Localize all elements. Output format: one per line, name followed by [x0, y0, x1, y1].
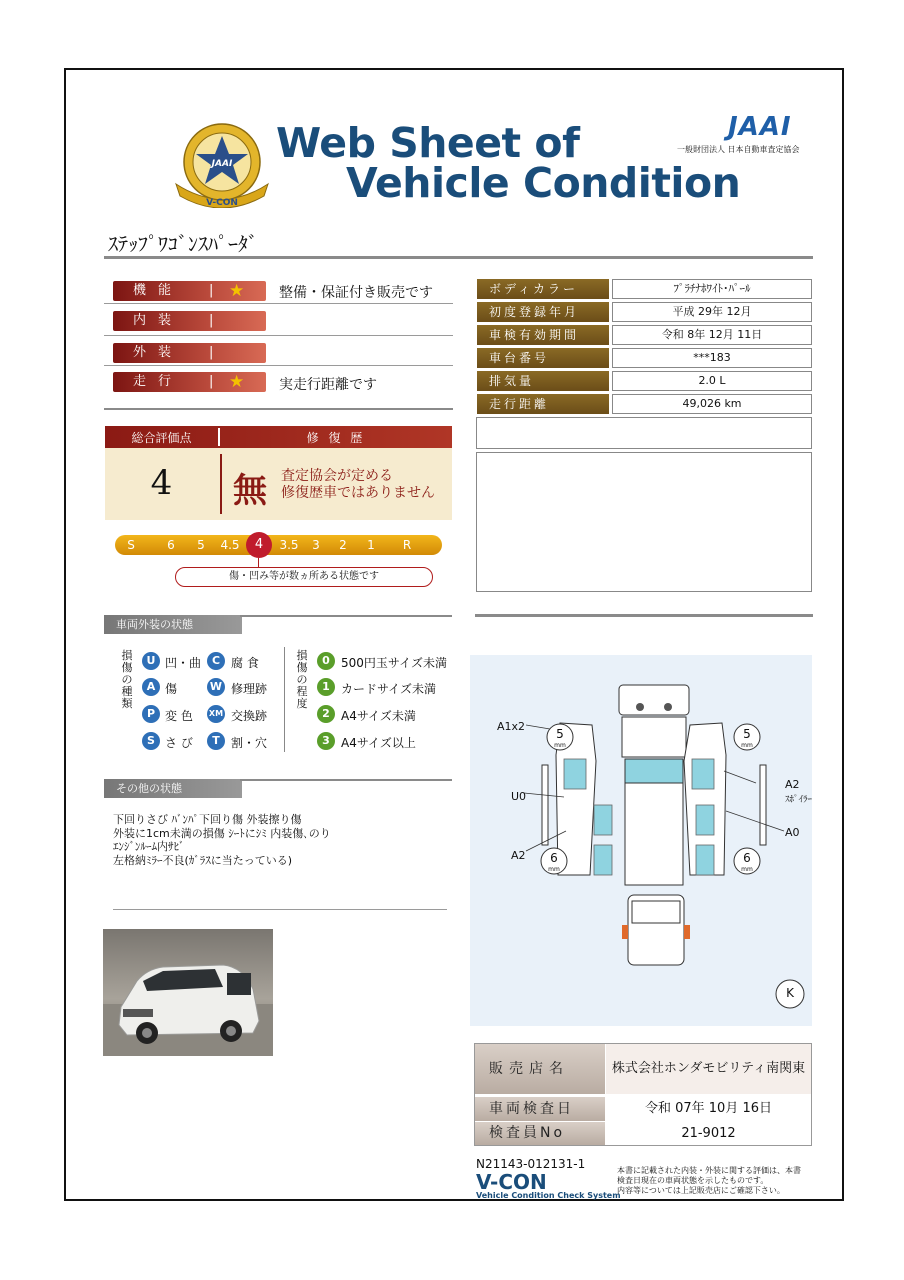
shop-label-inspection-date: 車両検査日 [475, 1097, 605, 1121]
grade-scale-item: 6 [167, 538, 175, 552]
svg-text:JAAI: JAAI [211, 159, 233, 169]
blank-box [476, 452, 812, 592]
grade-scale-item: R [402, 538, 412, 552]
disclaimer: 本書に記載された内装・外装に関する評価は、本書 検査日現在の車両状態を示したものです。 内容等については上記販売店にご確認下さい。 [617, 1166, 801, 1195]
other-condition-text: 下回りさび ﾊﾞﾝﾊﾟ下回り傷 外装擦り傷 外装に1cm未満の損傷 ｼｰﾄにｼﾐ 内装傷､のり ｴﾝｼﾞﾝﾙｰﾑ内ｻﾋﾞ 左格納ﾐﾗｰ不良(ｶﾞﾗｽに当たっている) [113, 813, 331, 867]
legend-code: S [142, 732, 160, 750]
spec-value-chassis-number: ***183 [612, 348, 812, 368]
function-label-走行: 走行 | ★ [113, 372, 266, 392]
tire-depth-left-front: 5 [556, 727, 564, 741]
function-row-1 [113, 281, 266, 301]
vcon-seal-icon [172, 122, 272, 208]
grade-scale-item: 3.5 [279, 538, 299, 552]
grade-note: 傷・凹み等が数ヵ所ある状態です [175, 567, 433, 587]
repair-mark: 無 [233, 471, 267, 511]
blank-box [476, 417, 812, 449]
spec-value-mileage: 49,026 km [612, 394, 812, 414]
divider [104, 303, 453, 304]
grade-scale-item: 1 [367, 538, 375, 552]
legend-label: 交換跡 [231, 709, 268, 723]
divider [240, 779, 452, 781]
tire-depth-right-front: 5 [743, 727, 751, 741]
shop-value-inspection-date: 令和 07年 10月 16日 [606, 1097, 811, 1121]
vehicle-photo [103, 929, 273, 1056]
tire-unit: mm [548, 866, 560, 873]
grade-scale-item: 2 [339, 538, 347, 552]
diagram-label: U0 [511, 790, 527, 803]
spec-value-first-registration: 平成 29年 12月 [612, 302, 812, 322]
function-value-1: 整備・保証付き販売です [279, 285, 433, 301]
spec-value-displacement: 2.0 L [612, 371, 812, 391]
legend-label: 割・穴 [231, 736, 268, 750]
diagram-label: ｽﾎﾟｲﾗｰ [785, 795, 813, 805]
legend-label: カードサイズ未満 [341, 682, 437, 696]
spec-label-first-registration: 初度登録年月 [477, 302, 609, 322]
title-line-1: Web Sheet of [276, 119, 580, 167]
function-row-2 [113, 311, 266, 331]
tire-unit: mm [741, 866, 753, 873]
spec-label-mileage: 走行距離 [477, 394, 609, 414]
function-value-4: 実走行距離です [279, 377, 377, 393]
jaai-logo: JAAI [728, 112, 792, 142]
divider [104, 256, 813, 259]
legend-label: 腐 食 [231, 656, 259, 670]
k-mark: K [786, 986, 794, 1000]
shop-label-name: 販売店名 [475, 1044, 605, 1094]
vcon-logo: V-CON [476, 1170, 547, 1194]
star-icon: ★ [229, 372, 257, 392]
grade-scale-item: 3 [312, 538, 320, 552]
exterior-section-tab: 車両外装の状態 [104, 615, 242, 634]
function-row-4 [113, 372, 266, 392]
legend-label: さ び [165, 736, 193, 750]
legend-code: C [207, 652, 225, 670]
legend-code: 1 [317, 678, 335, 696]
legend-code: 3 [317, 732, 335, 750]
legend-code: W [207, 678, 225, 696]
shop-value-inspector: 21-9012 [606, 1122, 811, 1145]
vehicle-name: ｽﾃｯﾌﾟﾜｺﾞﾝｽﾊﾟｰﾀﾞ [108, 232, 258, 256]
legend-code: 2 [317, 705, 335, 723]
divider [104, 365, 453, 366]
tire-depth-right-rear: 6 [743, 851, 751, 865]
tire-depth-left-rear: 6 [550, 851, 558, 865]
other-section-tab: その他の状態 [104, 779, 242, 798]
diagram-label: A2 [511, 849, 526, 862]
vehicle-outline-diagram [470, 655, 812, 1026]
legend-label: 凹・曲 [165, 656, 202, 670]
title-line-2: Vehicle Condition [346, 159, 741, 207]
svg-text:V-CON: V-CON [206, 198, 238, 208]
grade-value: 4 [150, 463, 173, 503]
repair-text-2: 修復歴車ではありません [281, 485, 435, 501]
legend-label: 傷 [165, 682, 178, 696]
sheet-code: N21143-012131-1 [476, 1157, 586, 1171]
divider [113, 909, 447, 910]
divider [220, 454, 222, 514]
function-label-内装: 内装 | [113, 311, 266, 331]
spec-value-inspection-expiry: 令和 8年 12月 11日 [612, 325, 812, 345]
shop-label-inspector: 検査員No [475, 1122, 605, 1145]
grade-scale-item: S [127, 538, 135, 552]
evaluation-body [105, 448, 452, 520]
spec-label-chassis-number: 車台番号 [477, 348, 609, 368]
function-label-機能: 機能 | ★ [113, 281, 266, 301]
spec-label-displacement: 排気量 [477, 371, 609, 391]
divider [104, 335, 453, 336]
legend-code: 0 [317, 652, 335, 670]
tire-unit: mm [741, 742, 753, 749]
diagram-label: A2 [785, 778, 800, 791]
repair-history-label: 修 復 歴 [306, 431, 366, 445]
grade-scale-item: 5 [197, 538, 205, 552]
vcon-subtitle: Vehicle Condition Check System [476, 1191, 621, 1200]
legend-code: T [207, 732, 225, 750]
evaluation-header [105, 426, 452, 448]
divider [104, 408, 453, 410]
diagram-label: A0 [785, 826, 800, 839]
diagram-label: A1x2 [497, 720, 526, 733]
spec-label-body-color: ボディカラー [477, 279, 609, 299]
divider [284, 647, 285, 752]
spec-value-body-color: ﾌﾟﾗﾁﾅﾎﾜｲﾄ･ﾊﾟｰﾙ [612, 279, 812, 299]
legend-code: XM [207, 705, 225, 723]
shop-value-name: 株式会社ホンダモビリティ南関東 [606, 1044, 811, 1094]
tire-unit: mm [554, 742, 566, 749]
grade-scale-item: 4.5 [220, 538, 240, 552]
legend-label: A4サイズ未満 [341, 709, 416, 723]
grade-scale-selected: 4 [246, 532, 272, 558]
function-row-3 [113, 343, 266, 363]
spec-label-inspection-expiry: 車検有効期間 [477, 325, 609, 345]
legend-label: 500円玉サイズ未満 [341, 656, 447, 670]
jaai-org-name: 一般財団法人 日本自動車査定協会 [677, 145, 800, 154]
legend-label: A4サイズ以上 [341, 736, 416, 750]
divider [240, 615, 452, 617]
legend-code: U [142, 652, 160, 670]
function-label-外装: 外装 | [113, 343, 266, 363]
damage-degree-heading: 損傷の程度 [296, 649, 308, 710]
repair-text-1: 査定協会が定める [281, 468, 393, 484]
total-score-label: 総合評価点 [131, 431, 192, 445]
legend-label: 変 色 [165, 709, 193, 723]
legend-code: P [142, 705, 160, 723]
divider [475, 614, 813, 617]
star-icon: ★ [229, 281, 257, 301]
legend-code: A [142, 678, 160, 696]
legend-label: 修理跡 [231, 682, 268, 696]
damage-type-heading: 損傷の種類 [121, 649, 133, 710]
